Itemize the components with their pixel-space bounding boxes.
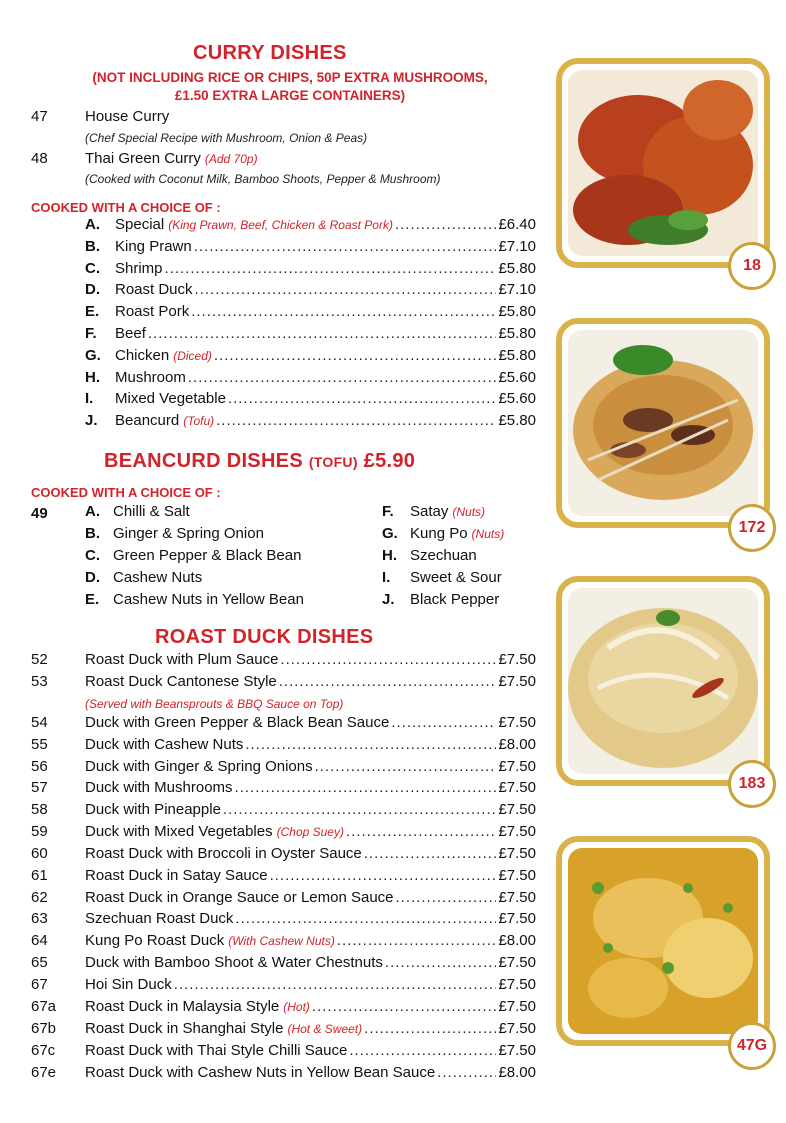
beancurd-choice: [382, 503, 485, 520]
leader-dots: [235, 779, 497, 796]
item-number: 63: [31, 910, 48, 927]
item-description: (Served with Beansprouts & BBQ Sauce on Top): [85, 697, 344, 711]
dish-number-badge: 183: [728, 760, 776, 808]
photo-frame-fried-chicken: [556, 58, 770, 274]
curry-choice-row: [85, 369, 536, 391]
chow-mein-illustration: [568, 330, 758, 516]
beancurd-choice: [85, 525, 264, 542]
choice-letter: H.: [85, 368, 100, 386]
leader-dots: [191, 303, 496, 320]
choice-price: £5.60: [498, 390, 536, 408]
choice-letter: E.: [85, 303, 100, 321]
curry-choice-row: [85, 412, 536, 434]
choice-price: £5.80: [498, 346, 536, 364]
item-name: Duck with Cashew Nuts: [85, 736, 244, 753]
choice-name: Cashew Nuts in Yellow Bean: [113, 591, 304, 608]
item-price: £8.00: [498, 1064, 536, 1081]
leader-dots: [174, 976, 497, 993]
choice-price: £5.80: [498, 412, 536, 430]
leader-dots: [223, 801, 497, 818]
choice-letter: A.: [85, 216, 100, 233]
chow-mein-photo: [568, 330, 758, 516]
curry-subtitle-line2: £1.50 EXTRA LARGE CONTAINERS): [174, 88, 406, 103]
choice-note: (Diced): [173, 348, 212, 363]
item-number: 57: [31, 779, 48, 796]
leader-dots: [195, 281, 497, 298]
item-name: Roast Duck with Plum Sauce: [85, 651, 279, 668]
menu-item-67c: [31, 1042, 536, 1064]
item-number: 67c: [31, 1042, 56, 1059]
choice-name: Beef: [115, 325, 146, 342]
item-name: Roast Duck in Shanghai Style: [85, 1020, 284, 1037]
item-name: Duck with Mixed Vegetables: [85, 823, 273, 840]
item-price: £7.50: [498, 673, 536, 690]
beancurd-title-tofu: (TOFU): [308, 454, 358, 470]
item-price: £7.50: [498, 714, 536, 731]
dish-number-badge: 18: [728, 242, 776, 290]
item-name: Roast Duck with Thai Style Chilli Sauce: [85, 1042, 348, 1059]
choice-name: Ginger & Spring Onion: [113, 525, 264, 542]
choice-name: Mixed Vegetable: [115, 390, 226, 408]
item-number: 64: [31, 932, 48, 949]
choice-name: Sweet & Sour: [410, 569, 502, 586]
item-price: £7.50: [498, 758, 536, 775]
menu-item-67e: [31, 1064, 536, 1086]
menu-item-67b: [31, 1020, 536, 1042]
item-name: Hoi Sin Duck: [85, 976, 172, 993]
choice-letter: D.: [85, 569, 100, 586]
item-number: 52: [31, 651, 48, 668]
choice-letter: E.: [85, 591, 100, 608]
leader-dots: [270, 867, 497, 884]
item-number: 62: [31, 889, 48, 906]
curry-section-title: CURRY DISHES: [193, 42, 347, 64]
leader-dots: [148, 325, 497, 342]
leader-dots: [337, 932, 497, 949]
item-price: £8.00: [498, 932, 536, 949]
leader-dots: [279, 673, 497, 690]
fried-chicken-illustration: [568, 70, 758, 256]
choice-letter: B.: [85, 525, 100, 542]
item-number: 67: [31, 976, 48, 993]
leader-dots: [214, 347, 497, 364]
item-note: (Chop Suey): [276, 825, 344, 839]
item-name: House Curry: [85, 108, 170, 125]
beancurd-choice: [85, 569, 202, 586]
beancurd-choice: [85, 547, 301, 564]
fried-chicken-photo: [568, 70, 758, 256]
choice-letter: J.: [85, 412, 98, 430]
choice-letter: I.: [382, 569, 391, 586]
leader-dots: [346, 823, 496, 840]
choice-name: Shrimp: [115, 259, 163, 277]
choice-note: (Nuts): [471, 527, 505, 541]
choice-note: (King Prawn, Beef, Chicken & Roast Pork): [168, 218, 393, 232]
choice-price: £5.80: [498, 325, 536, 342]
fried-rice-photo: [568, 588, 758, 774]
choice-letter: A.: [85, 503, 100, 520]
choice-name: Special: [115, 216, 165, 233]
item-number: 56: [31, 758, 48, 775]
menu-item-52: [31, 651, 536, 673]
leader-dots: [235, 910, 496, 927]
fried-rice-illustration: [568, 588, 758, 774]
item-price: £7.50: [498, 823, 536, 840]
item-price: £7.50: [498, 779, 536, 796]
dish-number-badge: 47G: [728, 1022, 776, 1070]
item-number: 67b: [31, 1020, 57, 1037]
item-number: 67e: [31, 1064, 57, 1081]
choice-letter: C.: [85, 259, 100, 277]
choice-letter: D.: [85, 281, 100, 299]
menu-item-53: [31, 673, 536, 695]
beancurd-choice: [382, 591, 499, 608]
menu-item-67a: [31, 998, 536, 1020]
item-price: £7.50: [498, 954, 536, 971]
item-price: £7.50: [498, 889, 536, 906]
photo-frame-curry: [556, 836, 770, 1054]
choice-letter: J.: [382, 591, 395, 608]
item-name: Duck with Bamboo Shoot & Water Chestnuts: [85, 954, 383, 971]
choice-letter: B.: [85, 237, 100, 255]
leader-dots: [364, 1020, 496, 1037]
choice-letter: H.: [382, 547, 397, 564]
curry-illustration: [568, 848, 758, 1034]
beancurd-section-title: [104, 450, 415, 473]
curry-choice-row: [85, 260, 536, 282]
item-name: Roast Duck in Satay Sauce: [85, 867, 268, 884]
item-number: 59: [31, 823, 48, 840]
duck-section-title: ROAST DUCK DISHES: [155, 626, 374, 648]
choice-name: King Prawn: [115, 237, 192, 255]
curry-choice-row: [85, 390, 536, 412]
item-name: Thai Green Curry: [85, 150, 201, 167]
item-number: 54: [31, 714, 48, 731]
curry-choice-row: [85, 238, 536, 260]
leader-dots: [396, 889, 497, 906]
choice-name: Kung Po: [410, 525, 468, 542]
choice-name: Roast Duck: [115, 281, 193, 299]
choice-letter: F.: [382, 503, 394, 520]
item-name: Kung Po Roast Duck: [85, 932, 225, 949]
choice-letter: G.: [382, 525, 398, 542]
item-number: 47: [31, 108, 48, 125]
item-number: 67a: [31, 998, 57, 1015]
leader-dots: [188, 369, 497, 386]
leader-dots: [315, 758, 497, 775]
item-note: (Hot & Sweet): [287, 1022, 363, 1036]
photo-frame-fried-rice: [556, 576, 770, 792]
menu-item-54: [31, 714, 536, 736]
menu-item-62: [31, 889, 536, 911]
item-note: (Hot): [283, 1000, 310, 1014]
choice-name: Mushroom: [115, 368, 186, 386]
beancurd-choice: [382, 525, 504, 542]
item-number: 48: [31, 150, 48, 167]
item-number: 60: [31, 845, 48, 862]
choice-name: Satay: [410, 503, 449, 520]
curry-photo: [568, 848, 758, 1034]
menu-item-59: [31, 823, 536, 845]
beancurd-title-text: BEANCURD DISHES: [104, 450, 303, 472]
choice-name: Cashew Nuts: [113, 569, 203, 586]
menu-item-55: [31, 736, 536, 758]
item-price: £7.50: [498, 910, 536, 927]
leader-dots: [280, 651, 496, 668]
item-price: £7.50: [498, 801, 536, 818]
leader-dots: [194, 238, 497, 255]
menu-item-47: [31, 108, 536, 130]
menu-item-48: [31, 150, 536, 172]
menu-item-63: [31, 910, 536, 932]
curry-choice-row: [85, 303, 536, 325]
leader-dots: [245, 736, 496, 753]
leader-dots: [216, 412, 496, 429]
choice-price: £5.60: [498, 368, 536, 386]
item-price: £7.50: [498, 1020, 536, 1037]
choice-note: (Nuts): [452, 505, 486, 519]
item-name: Roast Duck in Orange Sauce or Lemon Sauce: [85, 889, 394, 906]
photo-frame-chow-mein: [556, 318, 770, 536]
item-name: Roast Duck Cantonese Style: [85, 673, 277, 690]
dish-number-badge: 172: [728, 504, 776, 552]
beancurd-choice: [85, 503, 190, 520]
choice-name: Black Pepper: [410, 591, 500, 608]
choice-letter: I.: [85, 390, 94, 408]
choice-letter: F.: [85, 325, 97, 342]
choice-name: Chicken: [115, 346, 170, 364]
item-name: Roast Duck with Cashew Nuts in Yellow Bean Sauce: [85, 1064, 436, 1081]
item-name: Duck with Mushrooms: [85, 779, 233, 796]
leader-dots: [228, 390, 497, 407]
leader-dots: [349, 1042, 496, 1059]
item-price: £7.50: [498, 651, 536, 668]
choice-name: Roast Pork: [115, 303, 190, 321]
choice-price: £6.40: [498, 216, 536, 233]
curry-subtitle-line1: (NOT INCLUDING RICE OR CHIPS, 50P EXTRA MUSHROOMS,: [92, 70, 488, 85]
menu-item-58: [31, 801, 536, 823]
leader-dots: [437, 1064, 496, 1081]
item-number: 53: [31, 673, 48, 690]
curry-cooked-label: COOKED WITH A CHOICE OF :: [31, 200, 221, 215]
item-price: £7.50: [498, 976, 536, 993]
menu-item-57: [31, 779, 536, 801]
choice-letter: G.: [85, 346, 101, 364]
item-number: 58: [31, 801, 48, 818]
choice-price: £7.10: [498, 237, 536, 255]
item-name: Duck with Pineapple: [85, 801, 221, 818]
leader-dots: [312, 998, 497, 1015]
menu-item-56: [31, 758, 536, 780]
item-name: Duck with Ginger & Spring Onions: [85, 758, 313, 775]
choice-name: Beancurd: [115, 412, 180, 430]
choice-name: Chilli & Salt: [113, 503, 190, 520]
beancurd-choice: [382, 569, 502, 586]
menu-item-60: [31, 845, 536, 867]
item-number: 65: [31, 954, 48, 971]
menu-item-64: [31, 932, 536, 954]
leader-dots: [364, 845, 497, 862]
choice-price: £5.80: [498, 259, 536, 277]
beancurd-choice: [382, 547, 477, 564]
item-name: Szechuan Roast Duck: [85, 910, 234, 927]
item-price: £7.50: [498, 845, 536, 862]
item-description: (Cooked with Coconut Milk, Bamboo Shoots, Pepper & Mushroom): [85, 172, 441, 186]
leader-dots: [395, 216, 496, 233]
choice-price: £5.80: [498, 303, 536, 321]
menu-item-61: [31, 867, 536, 889]
beancurd-choice: [85, 591, 304, 608]
choice-name: Green Pepper & Black Bean: [113, 547, 302, 564]
item-price: £7.50: [498, 1042, 536, 1059]
item-price: £7.50: [498, 998, 536, 1015]
item-name: Duck with Green Pepper & Black Bean Sauce: [85, 714, 390, 731]
item-price: £8.00: [498, 736, 536, 753]
menu-item-65: [31, 954, 536, 976]
menu-item-67: [31, 976, 536, 998]
item-name: Roast Duck with Broccoli in Oyster Sauce: [85, 845, 362, 862]
item-number: 55: [31, 736, 48, 753]
item-number: 61: [31, 867, 48, 884]
item-price: £7.50: [498, 867, 536, 884]
item-note: (With Cashew Nuts): [228, 934, 335, 948]
beancurd-item-number: 49: [31, 505, 48, 522]
curry-choice-row: [85, 325, 536, 347]
leader-dots: [165, 260, 497, 277]
leader-dots: [391, 714, 496, 731]
item-description: (Chef Special Recipe with Mushroom, Onion & Peas): [85, 131, 368, 145]
curry-choice-row: [85, 281, 536, 303]
choice-price: £7.10: [498, 281, 536, 299]
beancurd-cooked-label: COOKED WITH A CHOICE OF :: [31, 485, 221, 500]
leader-dots: [385, 954, 497, 971]
beancurd-title-price: £5.90: [363, 450, 416, 472]
choice-letter: C.: [85, 547, 100, 564]
item-name: Roast Duck in Malaysia Style: [85, 998, 280, 1015]
choice-note: (Tofu): [183, 414, 215, 429]
choice-name: Szechuan: [410, 547, 477, 564]
curry-choice-row: [85, 347, 536, 369]
curry-choice-row: [85, 216, 536, 238]
item-note: (Add 70p): [204, 152, 258, 166]
